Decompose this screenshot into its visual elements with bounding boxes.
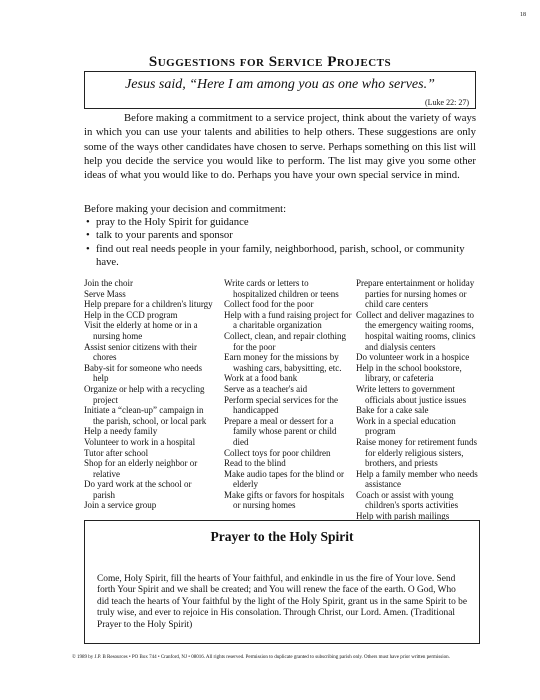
suggestion-item: Help prepare for a children's liturgy [84, 299, 213, 310]
suggestion-item: Join a service group [84, 500, 157, 511]
prayer-box [84, 520, 480, 644]
suggestion-item: Do volunteer work in a hospice [356, 352, 470, 363]
suggestions-column-1 [84, 278, 214, 511]
suggestion-item: Assist senior citizens with their chores [84, 341, 197, 363]
suggestion-item: Collect, clean, and repair clothing for the poor [224, 330, 346, 352]
suggestion-item: Perform special services for the handicapped [224, 394, 338, 416]
suggestion-item: Earn money for the missions by washing cars, babysitting, etc. [224, 352, 342, 373]
guidance-item: • find out real needs people in your family, neighborhood, parish, school, or community have. [84, 243, 484, 270]
suggestion-item: Make audio tapes for the blind or elderly [224, 468, 344, 490]
suggestion-item: Prepare entertainment or holiday parties for nursing homes or child care centers [356, 278, 475, 310]
guidance-list [84, 216, 484, 269]
quote-box [84, 71, 476, 109]
suggestions-column-3 [356, 278, 486, 522]
suggestion-item: Work at a food bank [224, 373, 298, 384]
suggestion-item: Write cards or letters to hospitalized children or teens [224, 278, 339, 299]
copyright-footer: © 1989 by J.P. B Resources • PO Box 744 • Cranford, NJ • 08016. All rights reserved. Permission to duplicate granted to subscribing parish only. Others must have prior written permission. [72, 655, 450, 660]
intro-paragraph: Before making a commitment to a service project, think about the variety of ways in which you can use your talents and abilities to help others. These suggestions are only some of the ways other candidates have chosen to serve. Perhaps something on this list will help you decide the service you would like to perform. The list may give you some other ideas of what you would like to do. Perhaps you have your own special service in mind. [84, 112, 476, 182]
suggestion-item: Serve Mass [84, 288, 126, 299]
suggestion-item: Organize or help with a recycling project [84, 383, 205, 405]
suggestion-item: Help with parish mailings [356, 511, 450, 522]
suggestion-item: Join the choir [84, 278, 133, 288]
suggestion-item: Bake for a cake sale [356, 405, 429, 416]
prayer-text: Come, Holy Spirit, fill the hearts of Your faithful, and enkindle in us the fire of Your love. Send forth Your Spirit and we shall be created; and You will renew the face of the earth. O God, Who did teach the hearts of Your faithful by the light of the Holy Spirit, grant us in the same Spirit to be truly wise, and ever to rejoice in His consolation. Through Christ, our Lord. Amen. (Traditional Prayer to the Holy Spirit) [97, 574, 467, 630]
suggestion-item: Serve as a teacher's aid [224, 383, 308, 394]
page-title: Suggestions for Service Projects [148, 54, 392, 71]
suggestion-item: Work in a special education program [356, 415, 456, 437]
page-number: 18 [520, 12, 526, 18]
suggestion-item: Help in the school bookstore, library, or cafeteria [356, 362, 462, 384]
suggestion-item: Collect food for the poor [224, 299, 314, 310]
suggestion-item: Baby-sit for someone who needs help [84, 362, 202, 384]
suggestion-item: Volunteer to work in a hospital [84, 436, 196, 447]
suggestion-item: Help with a fund raising project for a charitable organization [224, 309, 352, 331]
suggestion-item: Shop for an elderly neighbor or relative [84, 458, 198, 479]
suggestion-item: Coach or assist with young children's sports activities [356, 489, 459, 511]
suggestion-item: Help in the CCD program [84, 309, 178, 320]
prayer-title: Prayer to the Holy Spirit [210, 529, 354, 544]
suggestion-item: Help a needy family [84, 426, 158, 437]
before-label: Before making your decision and commitment: [84, 203, 287, 215]
suggestion-item: Read to the blind [224, 458, 286, 469]
suggestion-item: Help a family member who needs assistance [356, 468, 478, 490]
guidance-item: • talk to your parents and sponsor [84, 229, 484, 242]
scripture-quote: Jesus said, “Here I am among you as one who serves.” [125, 77, 435, 92]
suggestion-item: Prepare a meal or dessert for a family whose parent or child died [224, 415, 337, 447]
suggestion-item: Collect and deliver magazines to the emergency waiting rooms, hospital waiting rooms, clinics and dialysis centers [356, 309, 476, 352]
scripture-reference: (Luke 22: 27) [425, 98, 469, 107]
suggestion-item: Collect toys for poor children [224, 447, 331, 458]
suggestion-item: Write letters to government officials about justice issues [356, 383, 467, 405]
suggestion-item: Do yard work at the school or parish [84, 479, 192, 500]
suggestion-item: Raise money for retirement funds for elderly religious sisters, brothers, and priests [356, 436, 477, 469]
suggestions-column-2 [224, 278, 352, 511]
guidance-item: • pray to the Holy Spirit for guidance [84, 216, 484, 229]
suggestion-item: Make gifts or favors for hospitals or nursing homes [224, 489, 345, 511]
suggestion-item: Tutor after school [84, 447, 149, 458]
suggestion-item: Initiate a “clean-up” campaign in the parish, school, or local park [84, 405, 207, 426]
suggestion-item: Visit the elderly at home or in a nursing home [84, 320, 198, 341]
